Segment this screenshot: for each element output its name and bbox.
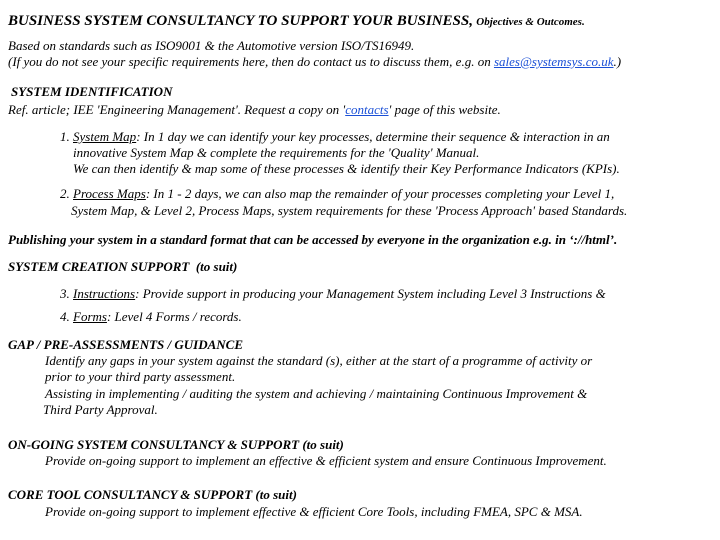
section-heading-gap: GAP / PRE-ASSESSMENTS / GUIDANCE bbox=[8, 337, 244, 352]
item-instructions: 3. Instructions: Provide support in producing your Management System including Level 3 Instructions & bbox=[60, 286, 606, 301]
section-heading-coretool: CORE TOOL CONSULTANCY & SUPPORT (to suit) bbox=[8, 487, 297, 502]
reference-article: Ref. article; IEE 'Engineering Management'. Request a copy on 'contacts' page of this website. bbox=[8, 102, 501, 117]
item-forms: 4. Forms: Level 4 Forms / records. bbox=[60, 309, 242, 324]
intro-contact: (If you do not see your specific requirements here, then do contact us to discuss them, e.g. on sales@systemsys.co.uk.) bbox=[8, 54, 622, 69]
gap-line3: Assisting in implementing / auditing the system and achieving / maintaining Continuous Improvement & bbox=[45, 386, 588, 401]
item-process-maps-line2: System Map, & Level 2, Process Maps, system requirements for these 'Process Approach' based Standards. bbox=[71, 203, 628, 218]
section-heading-identification: SYSTEM IDENTIFICATION bbox=[11, 84, 173, 99]
page-title bbox=[8, 13, 585, 30]
email-link[interactable]: sales@systemsys.co.uk bbox=[493, 54, 614, 69]
section-heading-creation: SYSTEM CREATION SUPPORT (to suit) bbox=[8, 259, 238, 274]
section-heading-ongoing: ON-GOING SYSTEM CONSULTANCY & SUPPORT (to suit) bbox=[8, 437, 344, 452]
process-maps-link[interactable]: Process Maps bbox=[73, 186, 146, 201]
forms-link[interactable]: Forms bbox=[73, 309, 107, 324]
item-system-map-line3: We can then identify & map some of these processes & identify their Key Performance Indicators (KPIs). bbox=[73, 161, 620, 176]
intro-standards: Based on standards such as ISO9001 & the Automotive version ISO/TS16949. bbox=[8, 38, 415, 53]
gap-line4: Third Party Approval. bbox=[43, 402, 158, 417]
instructions-link[interactable]: Instructions bbox=[73, 286, 136, 301]
system-map-link[interactable]: System Map bbox=[73, 129, 137, 144]
title-main: BUSINESS SYSTEM CONSULTANCY TO SUPPORT YOUR BUSINESS, bbox=[8, 13, 473, 29]
contacts-link[interactable]: contacts bbox=[345, 102, 389, 117]
ongoing-line1: Provide on-going support to implement an effective & efficient system and ensure Continuous Improvement. bbox=[45, 453, 607, 468]
gap-line1: Identify any gaps in your system against the standard (s), either at the start of a programme of activity or bbox=[45, 353, 593, 368]
item-system-map: 1. System Map: In 1 day we can identify your key processes, determine their sequence & interaction in an bbox=[60, 129, 610, 144]
title-subtitle: Objectives & Outcomes. bbox=[476, 16, 585, 28]
item-system-map-line2: innovative System Map & complete the requirements for the 'Quality' Manual. bbox=[73, 145, 480, 160]
item-process-maps: 2. Process Maps: In 1 - 2 days, we can also map the remainder of your processes completing your Level 1, bbox=[60, 186, 615, 201]
publishing-statement: Publishing your system in a standard format that can be accessed by everyone in the organization e.g. in ‘://html’. bbox=[8, 232, 618, 247]
gap-line2: prior to your third party assessment. bbox=[45, 369, 236, 384]
coretool-line1: Provide on-going support to implement effective & efficient Core Tools, including FMEA, SPC & MSA. bbox=[45, 504, 583, 519]
